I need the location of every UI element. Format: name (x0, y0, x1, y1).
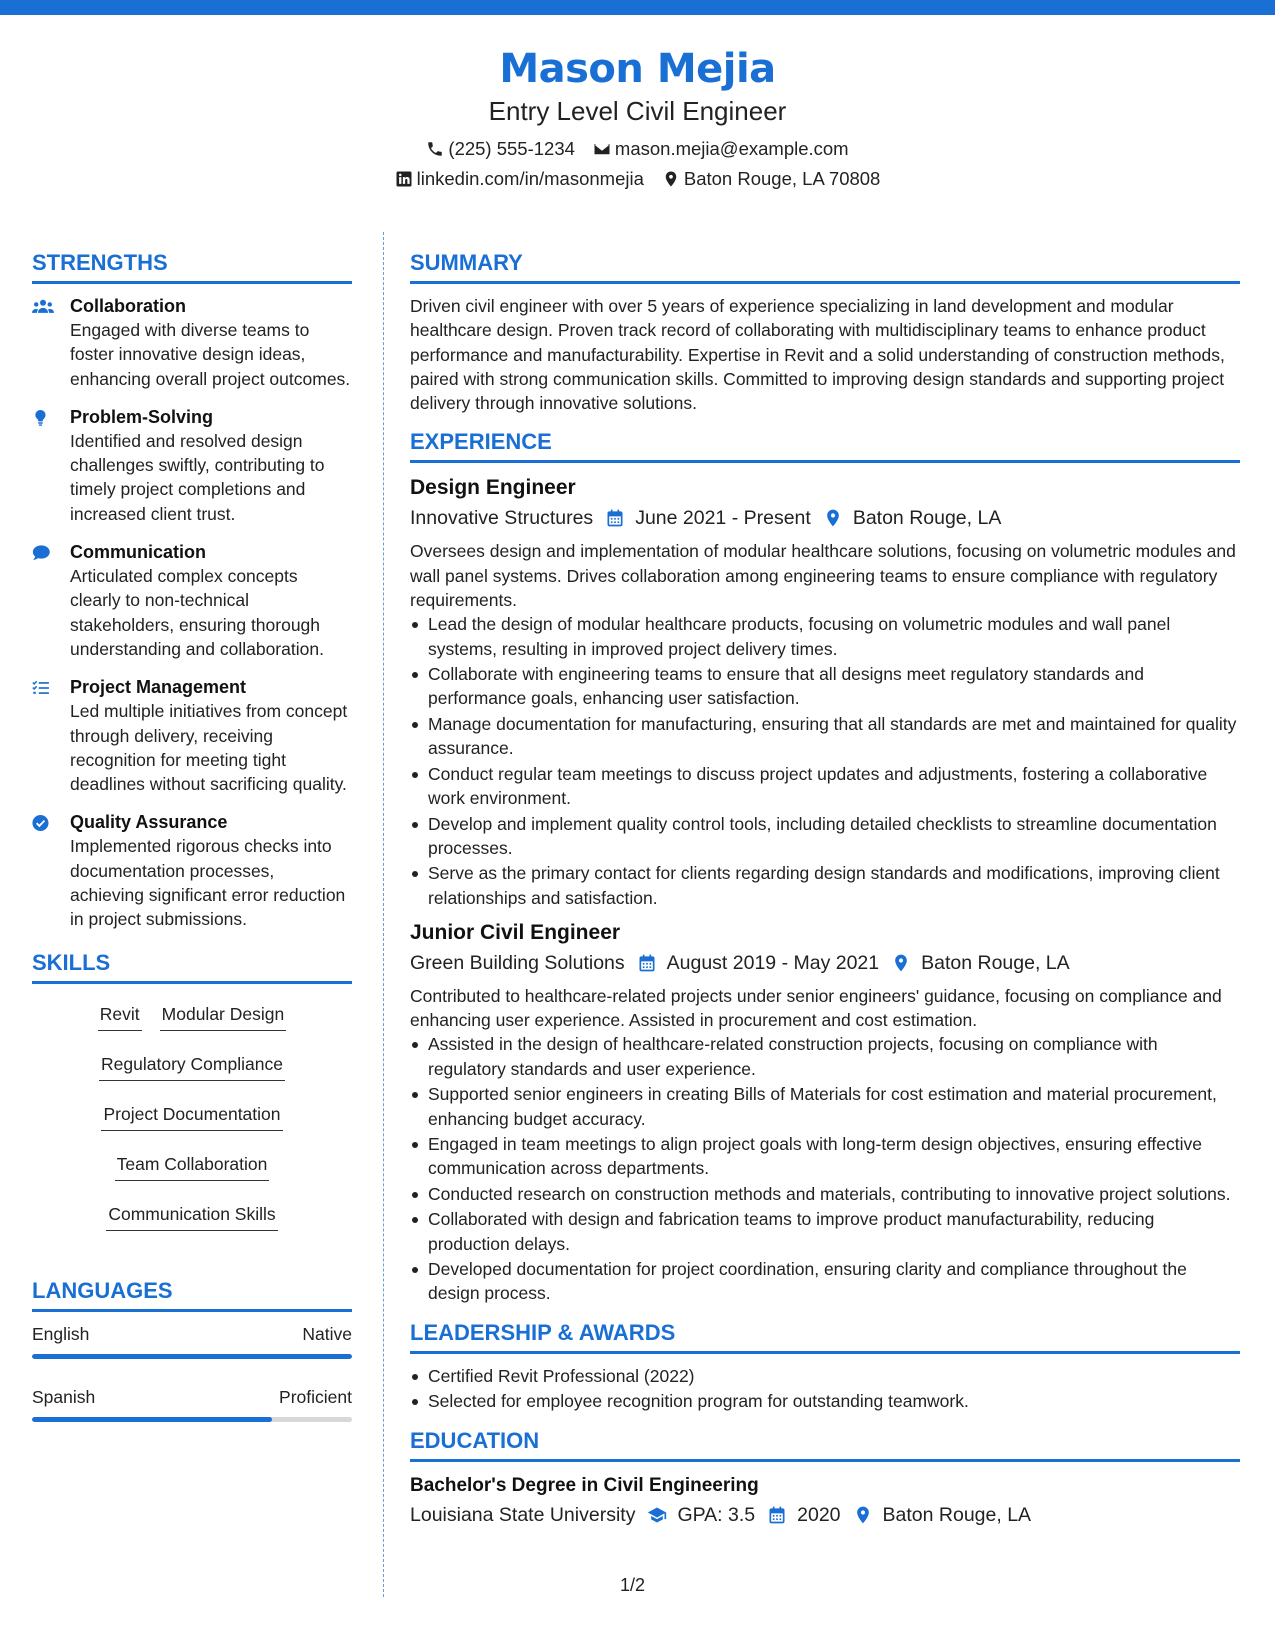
strengths-list (32, 294, 352, 932)
job-title: Design Engineer (410, 476, 576, 500)
task-list-icon (32, 678, 54, 698)
skill-tag: Regulatory Compliance (99, 1048, 285, 1081)
education-section (410, 1426, 1240, 1530)
languages-heading: LANGUAGES (32, 1276, 352, 1312)
chat-bubble-icon (32, 543, 54, 563)
strength-item (32, 810, 352, 931)
map-pin-icon (662, 170, 680, 188)
strength-desc: Led multiple initiatives from concept through delivery, receiving recognition for meeting tight deadlines without sacrificing quality. (70, 701, 348, 795)
contact-row-1 (0, 134, 1275, 164)
experience-heading: EXPERIENCE (410, 427, 1240, 463)
school-name: Louisiana State University (410, 1503, 636, 1526)
awards-heading: LEADERSHIP & AWARDS (410, 1318, 1240, 1354)
job-entry (410, 918, 1240, 1306)
strength-desc: Articulated complex concepts clearly to non-technical stakeholders, ensuring thorough understanding and collaboration. (70, 566, 324, 659)
strength-desc: Implemented rigorous checks into documentation processes, achieving significant error reduction in project submissions. (70, 836, 346, 930)
phone-number: (225) 555-1234 (448, 138, 575, 159)
job-bullet: Conducted research on construction methods and materials, contributing to innovative project solutions. (410, 1182, 1240, 1206)
school-location: Baton Rouge, LA (882, 1503, 1032, 1526)
job-bullets (410, 612, 1240, 910)
job-title: Junior Civil Engineer (410, 920, 621, 944)
experience-section (410, 427, 1240, 1305)
summary-heading: SUMMARY (410, 248, 1240, 284)
skill-tag: Team Collaboration (115, 1148, 270, 1181)
calendar-icon (605, 508, 625, 528)
main-column (410, 248, 1240, 1542)
page-number: 1/2 (620, 1575, 646, 1595)
language-name: Spanish (32, 1386, 96, 1407)
linkedin-contact[interactable] (395, 164, 644, 194)
envelope-icon (593, 140, 611, 158)
job-dates: August 2019 - May 2021 (666, 951, 880, 974)
strength-title: Quality Assurance (70, 812, 228, 833)
candidate-title: Entry Level Civil Engineer (488, 96, 787, 126)
language-bar (32, 1354, 352, 1359)
map-pin-icon (891, 953, 911, 973)
job-bullet: Serve as the primary contact for clients regarding design standards and modifications, improving client relationships and satisfaction. (410, 861, 1240, 910)
language-item (32, 1322, 352, 1359)
strength-title: Collaboration (70, 296, 186, 316)
education-heading: EDUCATION (410, 1426, 1240, 1462)
strength-title: Project Management (70, 677, 247, 698)
sidebar (32, 248, 352, 1448)
awards-section (410, 1318, 1240, 1414)
job-bullet: Manage documentation for manufacturing, ensuring that all standards are met and maintained for quality assurance. (410, 712, 1240, 761)
column-divider (383, 232, 384, 1597)
job-meta (410, 503, 1240, 533)
skill-tag: Project Documentation (101, 1098, 282, 1131)
job-bullet: Engaged in team meetings to align project goals with long-term design objectives, ensuring effective communication across departments. (410, 1132, 1240, 1181)
skill-tag: Modular Design (160, 998, 287, 1031)
resume-header (0, 42, 1275, 194)
job-entry (410, 473, 1240, 909)
calendar-icon (637, 953, 657, 973)
job-bullet: Lead the design of modular healthcare products, focusing on volumetric modules and wall panel systems, resulting in improved project delivery times. (410, 612, 1240, 661)
job-bullet: Developed documentation for project coordination, ensuring clarity and compliance throughout the design process. (410, 1257, 1240, 1306)
skill-tag: Revit (98, 998, 142, 1031)
strength-title: Problem-Solving (70, 406, 214, 427)
degree-title: Bachelor's Degree in Civil Engineering (410, 1474, 759, 1496)
lightbulb-icon (32, 408, 54, 428)
summary-text: Driven civil engineer with over 5 years of experience specializing in land development and modular healthcare design. Proven track record of collaborating with multidisciplinary teams to enhance product performance and manufacturability. Expertise in Revit and a solid understanding of construction methods, paired with strong communication skills. Committed to improving design standards and supporting project delivery through innovative solutions. (410, 296, 1225, 414)
phone-icon (426, 140, 444, 158)
users-icon (32, 297, 54, 317)
email-address: mason.mejia@example.com (614, 138, 849, 159)
location-contact (662, 164, 880, 194)
linkedin-url: linkedin.com/in/masonmejia (416, 168, 644, 189)
map-pin-icon (853, 1505, 873, 1525)
job-dates: June 2021 - Present (635, 507, 811, 530)
phone-contact (426, 134, 575, 164)
job-location: Baton Rouge, LA (921, 951, 1070, 974)
email-contact[interactable] (593, 134, 849, 164)
language-bar-fill (32, 1354, 352, 1359)
strengths-heading: STRENGTHS (32, 248, 352, 284)
job-description: Oversees design and implementation of modular healthcare solutions, focusing on volumetric modules and wall panel systems. Drives collaboration among engineering teams to ensure compliance with regulatory requirements. (410, 541, 1236, 611)
contact-row-2 (0, 164, 1275, 194)
summary-section (410, 248, 1240, 415)
award-item: Certified Revit Professional (2022) (410, 1364, 1240, 1388)
language-level: Native (302, 1323, 352, 1344)
calendar-icon (767, 1505, 787, 1525)
language-item (32, 1385, 352, 1422)
skills-list (32, 994, 352, 1268)
skill-tag: Communication Skills (106, 1198, 277, 1231)
awards-list (410, 1364, 1240, 1414)
strength-desc: Identified and resolved design challenges swiftly, contributing to timely project completions and increased client trust. (70, 430, 325, 524)
strength-item (32, 675, 352, 796)
strength-item (32, 294, 352, 391)
language-bar-fill (32, 1417, 272, 1422)
strength-desc: Engaged with diverse teams to foster innovative design ideas, enhancing overall project outcomes. (70, 320, 351, 389)
linkedin-icon (395, 170, 413, 188)
job-company: Green Building Solutions (410, 951, 625, 974)
strength-item (32, 540, 352, 661)
graduation-year: 2020 (797, 1503, 841, 1526)
skills-heading: SKILLS (32, 948, 352, 984)
job-bullets (410, 1032, 1240, 1305)
graduation-cap-icon (647, 1505, 667, 1525)
job-bullet: Collaborate with engineering teams to ensure that all designs meet regulatory standards and performance goals, enhancing user satisfaction. (410, 662, 1240, 711)
job-bullet: Develop and implement quality control tools, including detailed checklists to streamline documentation processes. (410, 812, 1240, 861)
strength-title: Communication (70, 542, 207, 563)
gpa: GPA: 3.5 (677, 1503, 756, 1526)
job-description: Contributed to healthcare-related projects under senior engineers' guidance, focusing on compliance and enhancing user experience. Assisted in procurement and cost estimation. (410, 985, 1222, 1031)
education-meta (410, 1500, 1240, 1530)
check-circle-icon (32, 813, 54, 833)
job-bullet: Collaborated with design and fabrication teams to improve product manufacturability, reducing production delays. (410, 1207, 1240, 1256)
job-bullet: Supported senior engineers in creating Bills of Materials for cost estimation and material procurement, enhancing budget accuracy. (410, 1082, 1240, 1131)
job-location: Baton Rouge, LA (852, 507, 1002, 530)
language-bar (32, 1417, 352, 1422)
award-item: Selected for employee recognition program for outstanding teamwork. (410, 1389, 1240, 1413)
job-company: Innovative Structures (410, 507, 594, 530)
strength-item (32, 405, 352, 526)
language-name: English (32, 1323, 90, 1344)
map-pin-icon (823, 508, 843, 528)
candidate-name: Mason Mejia (499, 46, 776, 92)
top-accent-bar (0, 0, 1275, 15)
location-text: Baton Rouge, LA 70808 (683, 168, 881, 189)
job-bullet: Conduct regular team meetings to discuss project updates and adjustments, fostering a collaborative work environment. (410, 762, 1240, 811)
job-meta (410, 948, 1240, 978)
language-level: Proficient (279, 1386, 352, 1407)
job-bullet: Assisted in the design of healthcare-related construction projects, focusing on compliance with regulatory standards and user experience. (410, 1032, 1240, 1081)
